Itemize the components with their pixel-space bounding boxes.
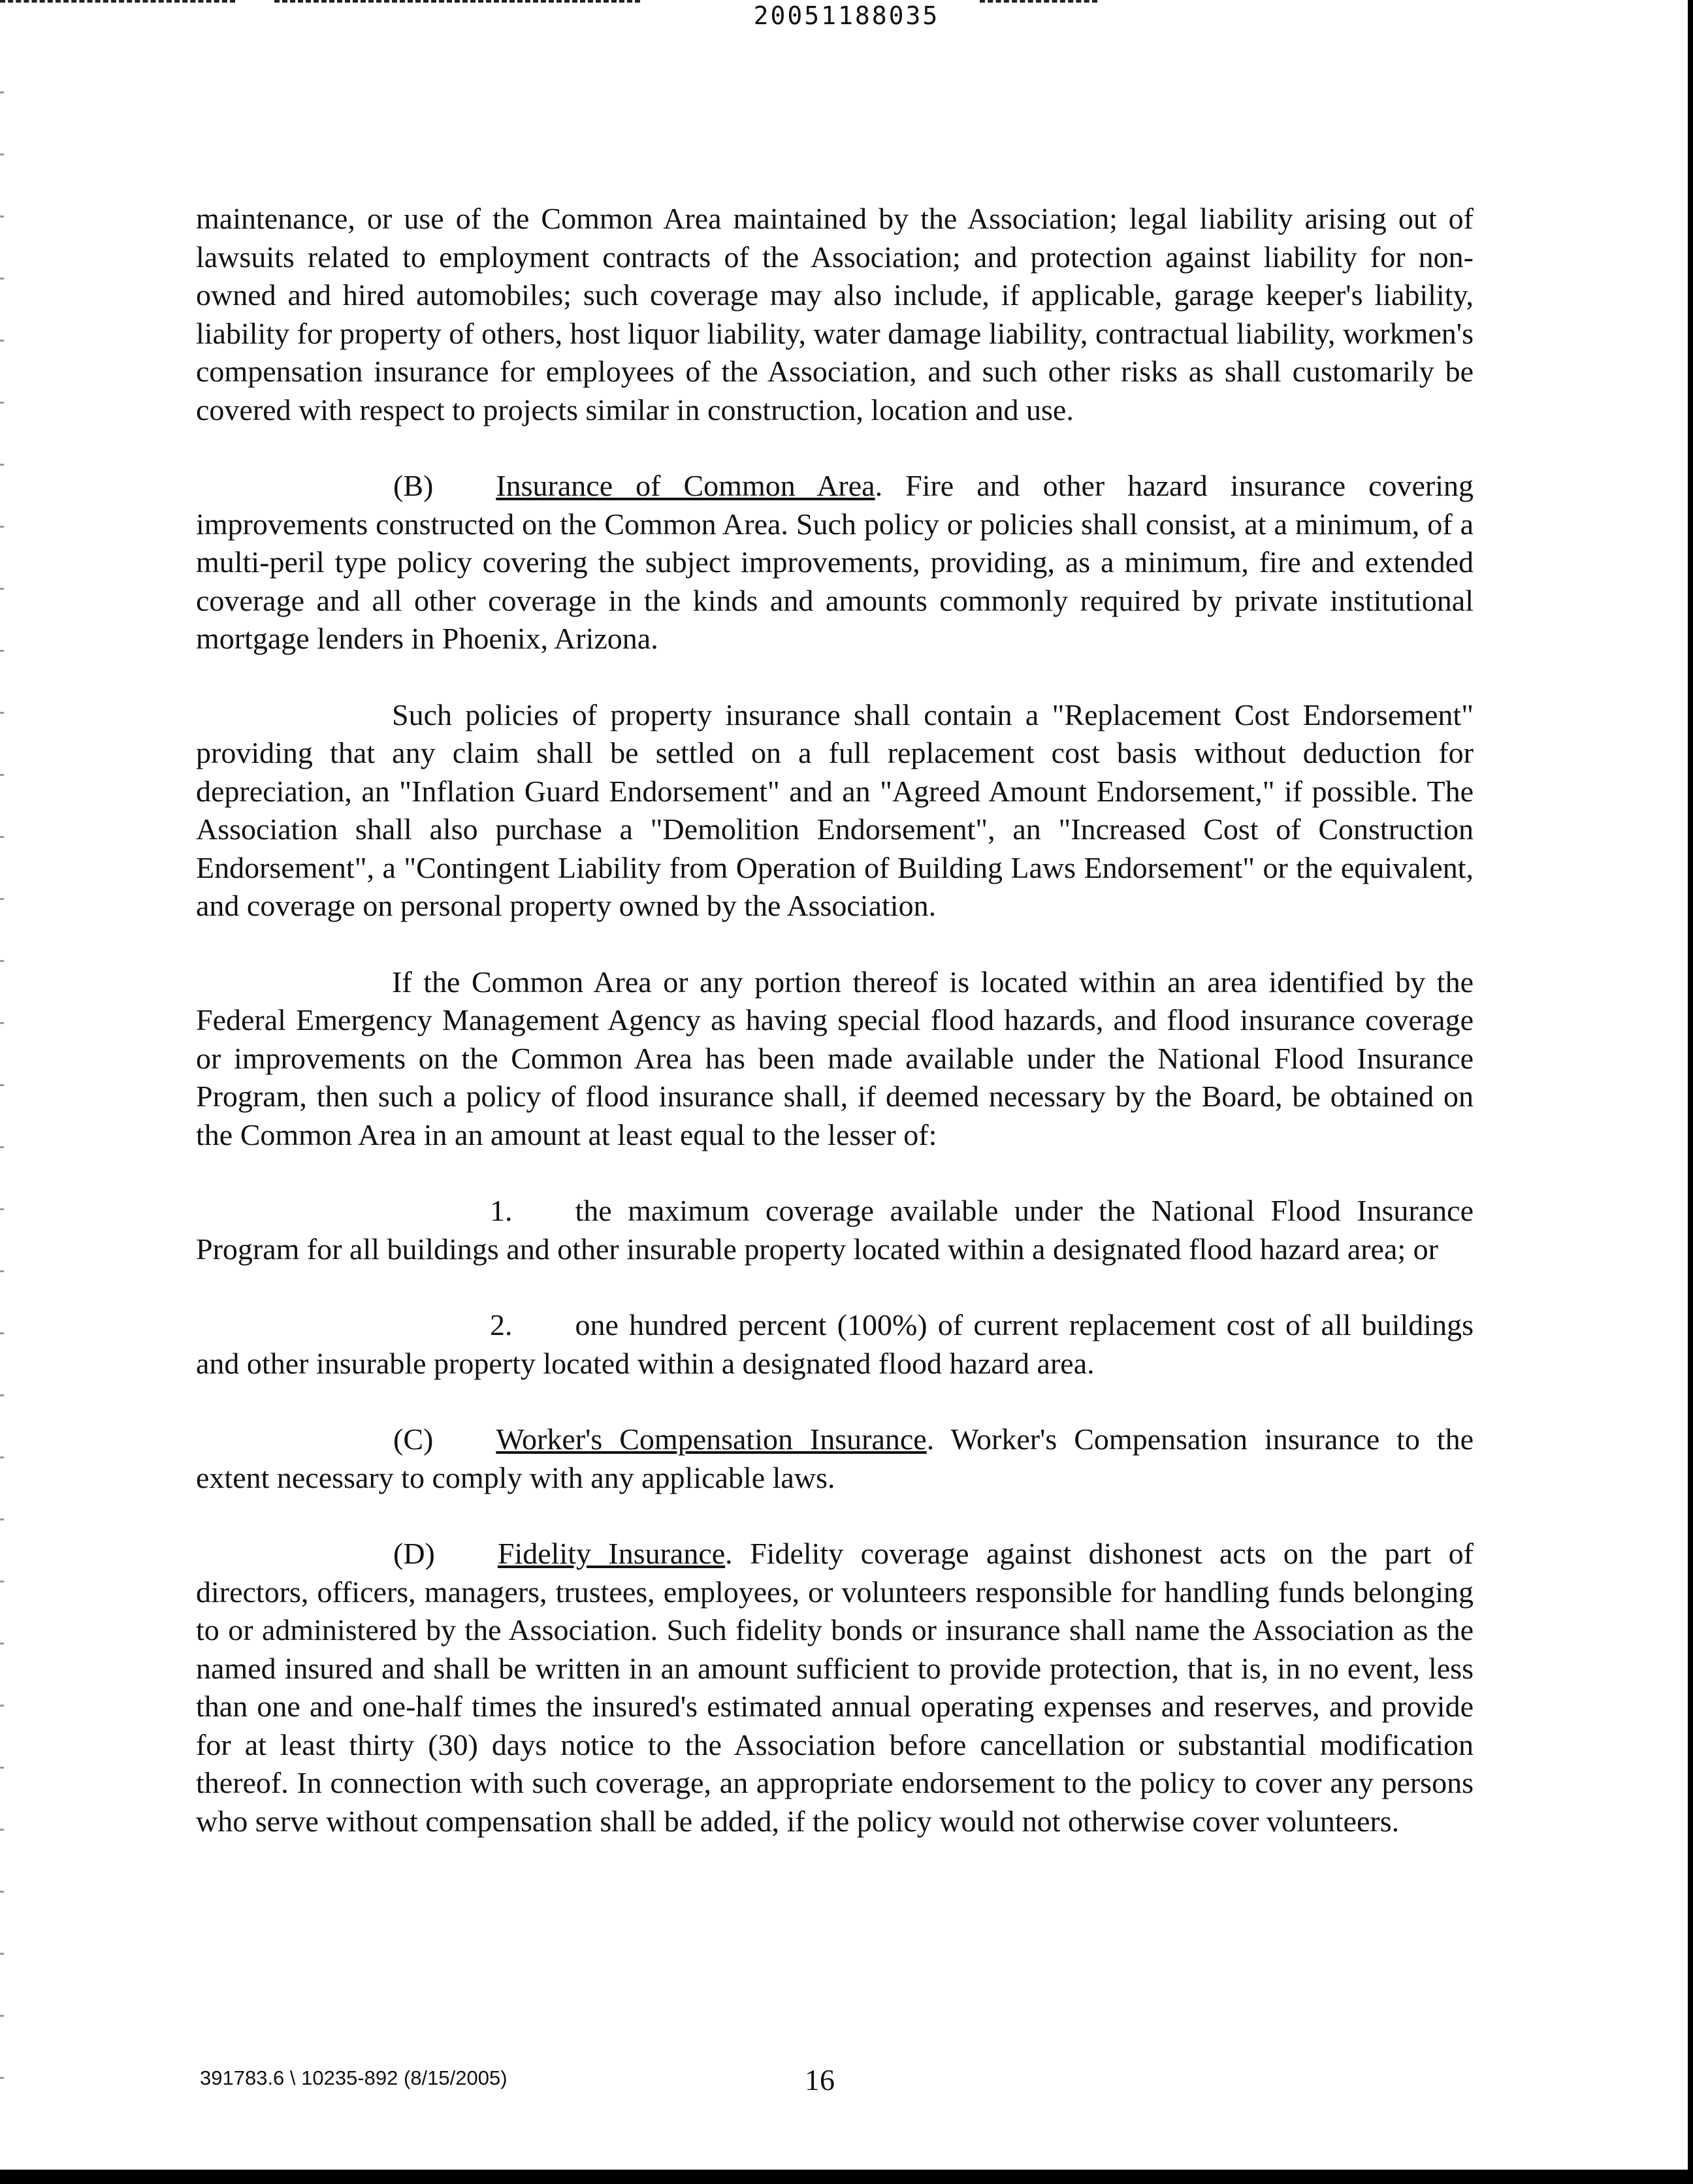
right-scan-border <box>1688 0 1693 2184</box>
paragraph-continuation: maintenance, or use of the Common Area maintained by the Association; legal liability arising out of lawsuits related to employment contracts of the Association; and protection against liability for non-owned and hired automobiles; such coverage may also include, if applicable, garage keeper's liability, liability for property of others, host liquor liability, water damage liability, contractual liability, workmen's compensation insurance for employees of the Association, and such other risks as shall customarily be covered with respect to projects similar in construction, location and use. <box>196 202 1474 426</box>
document-body <box>196 200 1474 1878</box>
list-item-2 <box>196 1306 1474 1383</box>
document-id: 20051188035 <box>753 1 940 30</box>
section-d-label: (D) <box>393 1537 435 1570</box>
left-edge-marks <box>0 91 4 2116</box>
list-item-2-text: one hundred percent (100%) of current replacement cost of all buildings and other insurable property located within a designated flood hazard area. <box>196 1308 1474 1380</box>
section-d-title: Fidelity Insurance <box>497 1537 726 1570</box>
section-d: (D) Fidelity Insurance. Fidelity coverage against dishonest acts on the part of directors, officers, managers, trustees, employees, or volunteers responsible for handling funds belonging to or administered by the Association. Such fidelity bonds or insurance shall name the Association as the named insured and shall be written in an amount sufficient to provide protection, that is, in no event, less than one and one-half times the insured's estimated annual operating expenses and reserves, and provide for at least thirty (30) days notice to the Association before cancellation or substantial modification thereof. In connection with such coverage, an appropriate endorsement to the policy to cover any persons who serve without compensation shall be added, if the policy would not otherwise cover volunteers. <box>196 1537 1474 1838</box>
list-item-1 <box>196 1192 1474 1268</box>
section-b-text: Fire and other hazard insurance covering improvements constructed on the Common Area. Such policy or policies shall consist, at a minimum, of a multi-peril type policy covering the subject improvements, providing, as a minimum, fire and extended coverage and all other coverage in the kinds and amounts commonly required by private institutional mortgage lenders in Phoenix, Arizona. <box>196 469 1474 655</box>
section-c-text: Worker's Compensation insurance to the extent necessary to comply with any applicable laws. <box>196 1422 1474 1494</box>
section-c-label: (C) <box>393 1422 434 1456</box>
list-item-1-text: the maximum coverage available under the National Flood Insurance Program for all buildings and other insurable property located within a designated flood hazard area; or <box>196 1194 1474 1266</box>
bottom-scan-border <box>0 2170 1693 2184</box>
section-b: (B) Insurance of Common Area. Fire and other hazard insurance covering improvements constructed on the Common Area. Such policy or policies shall consist, at a minimum, of a multi-peril type policy covering the subject improvements, providing, as a minimum, fire and extended coverage and all other coverage in the kinds and amounts commonly required by private institutional mortgage lenders in Phoenix, Arizona. <box>196 469 1474 655</box>
paragraph-flood-insurance: If the Common Area or any portion thereof is located within an area identified by the Federal Emergency Management Agency as having special flood hazards, and flood insurance coverage or improvements on the Common Area has been made available under the National Flood Insurance Program, then such a policy of flood insurance shall, if deemed necessary by the Board, be obtained on the Common Area in an amount at least equal to the lesser of: <box>196 965 1474 1151</box>
page-number: 16 <box>805 2063 835 2096</box>
section-b-title: Insurance of Common Area <box>496 469 875 502</box>
list-item-1-number: 1. <box>490 1194 513 1227</box>
list-item-2-number: 2. <box>490 1308 513 1341</box>
section-b-label: (B) <box>393 469 434 502</box>
paragraph-replacement-cost: Such policies of property insurance shall contain a "Replacement Cost Endorsement" providing that any claim shall be settled on a full replacement cost basis without deduction for depreciation, an "Inflation Guard Endorsement" and an "Agreed Amount Endorsement," if possible. The Association shall also purchase a "Demolition Endorsement", an "Increased Cost of Construction Endorsement", a "Contingent Liability from Operation of Building Laws Endorsement" or the equivalent, and coverage on personal property owned by the Association. <box>196 698 1474 922</box>
section-d-text: Fidelity coverage against dishonest acts on the part of directors, officers, managers, trustees, employees, or volunteers responsible for handling funds belonging to or administered by the Association. Such fidelity bonds or insurance shall name the Association as the named insured and shall be written in an amount sufficient to provide protection, that is, in no event, less than one and one-half times the insured's estimated annual operating expenses and reserves, and provide for at least thirty (30) days notice to the Association before cancellation or substantial modification thereof. In connection with such coverage, an appropriate endorsement to the policy to cover any persons who serve without compensation shall be added, if the policy would not otherwise cover volunteers. <box>196 1537 1474 1838</box>
footer-reference: 391783.6 \ 10235-892 (8/15/2005) <box>200 2066 508 2089</box>
section-c-title: Worker's Compensation Insurance <box>496 1422 927 1456</box>
section-c: (C) Worker's Compensation Insurance. Worker's Compensation insurance to the extent necessary to comply with any applicable laws. <box>196 1422 1474 1494</box>
